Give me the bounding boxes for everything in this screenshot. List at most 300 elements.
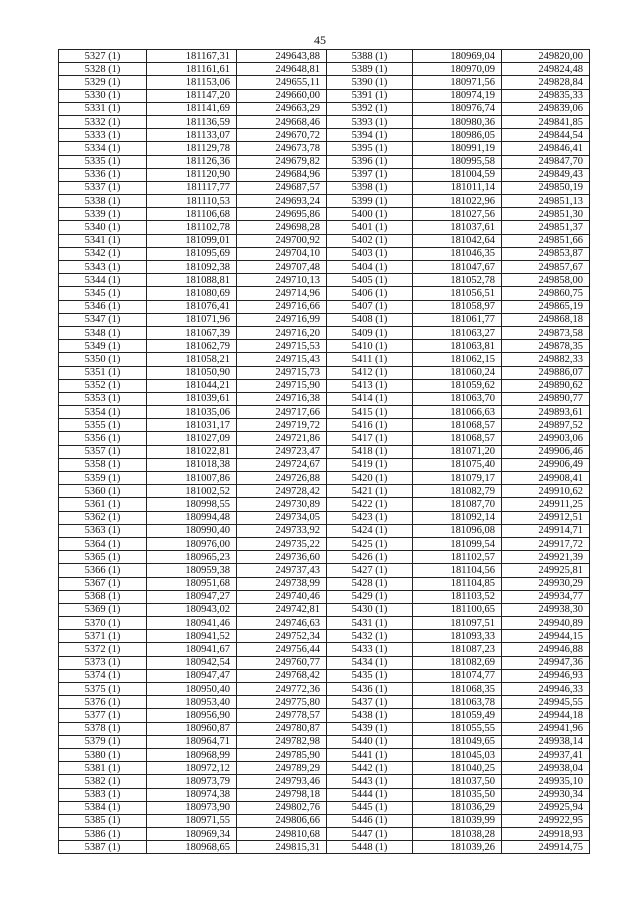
cell-x-left: 181133,07 — [147, 129, 237, 142]
cell-y-left: 249704,10 — [237, 247, 327, 260]
table-row — [59, 445, 590, 458]
cell-y-right: 249908,41 — [502, 472, 590, 485]
cell-y-right: 249946,33 — [502, 683, 590, 696]
cell-point-id-left: 5355 (1) — [59, 419, 147, 432]
cell-x-right: 181042,64 — [413, 234, 502, 247]
cell-point-id-left: 5341 (1) — [59, 234, 147, 247]
cell-x-left: 181002,52 — [147, 485, 237, 498]
cell-y-right: 249851,37 — [502, 221, 590, 234]
table-row — [59, 63, 590, 76]
cell-x-right: 181060,24 — [413, 366, 502, 379]
cell-point-id-left: 5351 (1) — [59, 366, 147, 379]
cell-x-right: 181100,65 — [413, 603, 502, 616]
cell-y-right: 249906,49 — [502, 458, 590, 471]
cell-x-right: 181071,20 — [413, 445, 502, 458]
cell-point-id-left: 5334 (1) — [59, 142, 147, 155]
coordinate-table — [58, 49, 590, 854]
table-row — [59, 168, 590, 181]
cell-x-left: 180950,40 — [147, 683, 237, 696]
cell-x-right: 180980,36 — [413, 115, 502, 128]
cell-x-left: 180971,55 — [147, 814, 237, 827]
cell-x-right: 181037,50 — [413, 775, 502, 788]
cell-y-right: 249941,96 — [502, 722, 590, 735]
cell-x-left: 180974,38 — [147, 788, 237, 801]
cell-y-right: 249925,81 — [502, 564, 590, 577]
cell-y-right: 249930,29 — [502, 577, 590, 590]
cell-point-id-left: 5352 (1) — [59, 379, 147, 392]
cell-y-right: 249851,13 — [502, 195, 590, 208]
cell-point-id-right: 5399 (1) — [327, 195, 413, 208]
cell-x-right: 181052,78 — [413, 274, 502, 287]
cell-x-right: 181082,79 — [413, 485, 502, 498]
cell-point-id-left: 5373 (1) — [59, 656, 147, 669]
cell-x-left: 181117,77 — [147, 181, 237, 194]
cell-point-id-right: 5411 (1) — [327, 353, 413, 366]
cell-point-id-left: 5353 (1) — [59, 392, 147, 405]
cell-x-right: 181004,59 — [413, 168, 502, 181]
cell-y-right: 249906,46 — [502, 445, 590, 458]
cell-point-id-right: 5401 (1) — [327, 221, 413, 234]
cell-x-right: 181046,35 — [413, 247, 502, 260]
cell-x-right: 181040,25 — [413, 762, 502, 775]
cell-y-left: 249663,29 — [237, 102, 327, 115]
cell-y-left: 249714,96 — [237, 287, 327, 300]
cell-point-id-left: 5345 (1) — [59, 287, 147, 300]
cell-y-left: 249726,88 — [237, 472, 327, 485]
cell-point-id-left: 5359 (1) — [59, 472, 147, 485]
table-row — [59, 261, 590, 274]
cell-y-left: 249734,05 — [237, 511, 327, 524]
cell-point-id-right: 5436 (1) — [327, 683, 413, 696]
cell-point-id-right: 5446 (1) — [327, 814, 413, 827]
cell-point-id-right: 5408 (1) — [327, 313, 413, 326]
cell-y-left: 249687,57 — [237, 181, 327, 194]
cell-y-left: 249735,22 — [237, 537, 327, 550]
cell-point-id-left: 5387 (1) — [59, 841, 147, 854]
cell-point-id-left: 5366 (1) — [59, 564, 147, 577]
table-row — [59, 814, 590, 827]
cell-x-right: 181011,14 — [413, 181, 502, 194]
cell-x-left: 181092,38 — [147, 261, 237, 274]
cell-point-id-right: 5428 (1) — [327, 577, 413, 590]
cell-point-id-right: 5391 (1) — [327, 89, 413, 102]
cell-y-left: 249806,66 — [237, 814, 327, 827]
cell-point-id-left: 5350 (1) — [59, 353, 147, 366]
cell-x-left: 181141,69 — [147, 102, 237, 115]
table-row — [59, 735, 590, 748]
table-row — [59, 102, 590, 115]
cell-x-right: 181063,81 — [413, 340, 502, 353]
table-row — [59, 709, 590, 722]
cell-x-right: 181063,27 — [413, 326, 502, 339]
cell-x-left: 180941,52 — [147, 630, 237, 643]
table-row — [59, 551, 590, 564]
cell-y-right: 249914,75 — [502, 841, 590, 854]
table-row — [59, 379, 590, 392]
cell-x-left: 180947,47 — [147, 669, 237, 682]
table-row — [59, 537, 590, 550]
cell-point-id-right: 5388 (1) — [327, 50, 413, 63]
cell-x-left: 181035,06 — [147, 406, 237, 419]
cell-x-right: 181079,17 — [413, 472, 502, 485]
cell-x-right: 181068,57 — [413, 419, 502, 432]
cell-point-id-left: 5360 (1) — [59, 485, 147, 498]
cell-x-left: 181147,20 — [147, 89, 237, 102]
cell-x-right: 180995,58 — [413, 155, 502, 168]
cell-y-left: 249707,48 — [237, 261, 327, 274]
cell-point-id-right: 5445 (1) — [327, 801, 413, 814]
table-row — [59, 590, 590, 603]
cell-y-right: 249917,72 — [502, 537, 590, 550]
cell-y-right: 249851,66 — [502, 234, 590, 247]
cell-point-id-left: 5349 (1) — [59, 340, 147, 353]
cell-x-left: 181058,21 — [147, 353, 237, 366]
table-row — [59, 511, 590, 524]
cell-point-id-right: 5396 (1) — [327, 155, 413, 168]
cell-y-left: 249793,46 — [237, 775, 327, 788]
cell-y-right: 249938,30 — [502, 603, 590, 616]
cell-y-right: 249850,19 — [502, 181, 590, 194]
cell-x-left: 180951,68 — [147, 577, 237, 590]
table-row — [59, 89, 590, 102]
cell-point-id-right: 5412 (1) — [327, 366, 413, 379]
cell-point-id-right: 5415 (1) — [327, 406, 413, 419]
cell-point-id-right: 5426 (1) — [327, 551, 413, 564]
cell-point-id-right: 5403 (1) — [327, 247, 413, 260]
cell-x-right: 181087,70 — [413, 498, 502, 511]
cell-x-right: 181027,56 — [413, 208, 502, 221]
cell-x-right: 181059,62 — [413, 379, 502, 392]
cell-point-id-left: 5371 (1) — [59, 630, 147, 643]
cell-y-left: 249660,00 — [237, 89, 327, 102]
cell-x-left: 181102,78 — [147, 221, 237, 234]
cell-y-right: 249921,39 — [502, 551, 590, 564]
cell-y-left: 249785,90 — [237, 748, 327, 761]
cell-y-left: 249643,88 — [237, 50, 327, 63]
cell-x-left: 181076,41 — [147, 300, 237, 313]
cell-y-right: 249938,14 — [502, 735, 590, 748]
cell-x-left: 181126,36 — [147, 155, 237, 168]
cell-y-left: 249648,81 — [237, 63, 327, 76]
cell-point-id-left: 5347 (1) — [59, 313, 147, 326]
cell-point-id-right: 5389 (1) — [327, 63, 413, 76]
table-row — [59, 696, 590, 709]
cell-point-id-right: 5410 (1) — [327, 340, 413, 353]
cell-x-right: 181035,50 — [413, 788, 502, 801]
cell-y-right: 249853,87 — [502, 247, 590, 260]
cell-y-left: 249815,31 — [237, 841, 327, 854]
cell-x-left: 181044,21 — [147, 379, 237, 392]
cell-point-id-right: 5392 (1) — [327, 102, 413, 115]
table-row — [59, 419, 590, 432]
cell-point-id-left: 5342 (1) — [59, 247, 147, 260]
cell-point-id-left: 5331 (1) — [59, 102, 147, 115]
cell-y-left: 249810,68 — [237, 828, 327, 841]
cell-y-left: 249716,20 — [237, 326, 327, 339]
cell-x-right: 181104,85 — [413, 577, 502, 590]
cell-x-right: 180971,56 — [413, 76, 502, 89]
cell-y-left: 249679,82 — [237, 155, 327, 168]
cell-y-right: 249903,06 — [502, 432, 590, 445]
cell-y-right: 249847,70 — [502, 155, 590, 168]
cell-x-left: 181129,78 — [147, 142, 237, 155]
cell-y-right: 249851,30 — [502, 208, 590, 221]
cell-y-right: 249893,61 — [502, 406, 590, 419]
cell-point-id-right: 5448 (1) — [327, 841, 413, 854]
cell-y-right: 249934,77 — [502, 590, 590, 603]
cell-point-id-left: 5377 (1) — [59, 709, 147, 722]
table-row — [59, 841, 590, 854]
cell-point-id-right: 5416 (1) — [327, 419, 413, 432]
cell-x-left: 181067,39 — [147, 326, 237, 339]
cell-y-right: 249946,93 — [502, 669, 590, 682]
cell-point-id-left: 5384 (1) — [59, 801, 147, 814]
cell-x-right: 181039,99 — [413, 814, 502, 827]
cell-point-id-left: 5376 (1) — [59, 696, 147, 709]
table-row — [59, 142, 590, 155]
cell-y-right: 249865,19 — [502, 300, 590, 313]
cell-y-left: 249738,99 — [237, 577, 327, 590]
cell-y-left: 249721,86 — [237, 432, 327, 445]
cell-x-right: 181104,56 — [413, 564, 502, 577]
table-row — [59, 300, 590, 313]
cell-y-left: 249768,42 — [237, 669, 327, 682]
cell-x-right: 181074,77 — [413, 669, 502, 682]
cell-y-right: 249873,58 — [502, 326, 590, 339]
cell-x-left: 180941,46 — [147, 617, 237, 630]
cell-x-left: 181110,53 — [147, 195, 237, 208]
table-row — [59, 208, 590, 221]
cell-y-left: 249693,24 — [237, 195, 327, 208]
table-row — [59, 195, 590, 208]
cell-y-left: 249723,47 — [237, 445, 327, 458]
cell-y-right: 249897,52 — [502, 419, 590, 432]
cell-y-right: 249940,89 — [502, 617, 590, 630]
cell-y-left: 249782,98 — [237, 735, 327, 748]
cell-x-right: 181082,69 — [413, 656, 502, 669]
cell-x-right: 181097,51 — [413, 617, 502, 630]
cell-point-id-left: 5382 (1) — [59, 775, 147, 788]
cell-x-right: 181068,35 — [413, 683, 502, 696]
cell-point-id-right: 5398 (1) — [327, 181, 413, 194]
cell-point-id-left: 5383 (1) — [59, 788, 147, 801]
cell-x-right: 181049,65 — [413, 735, 502, 748]
cell-y-left: 249780,87 — [237, 722, 327, 735]
cell-point-id-right: 5435 (1) — [327, 669, 413, 682]
cell-point-id-left: 5354 (1) — [59, 406, 147, 419]
cell-point-id-right: 5420 (1) — [327, 472, 413, 485]
cell-y-left: 249715,73 — [237, 366, 327, 379]
cell-y-left: 249728,42 — [237, 485, 327, 498]
cell-point-id-right: 5394 (1) — [327, 129, 413, 142]
cell-point-id-left: 5340 (1) — [59, 221, 147, 234]
cell-point-id-left: 5343 (1) — [59, 261, 147, 274]
cell-point-id-left: 5328 (1) — [59, 63, 147, 76]
table-row — [59, 788, 590, 801]
table-row — [59, 340, 590, 353]
cell-x-right: 180974,19 — [413, 89, 502, 102]
cell-x-right: 181036,29 — [413, 801, 502, 814]
cell-y-left: 249740,46 — [237, 590, 327, 603]
cell-y-left: 249695,86 — [237, 208, 327, 221]
cell-x-left: 181153,06 — [147, 76, 237, 89]
cell-x-left: 180998,55 — [147, 498, 237, 511]
cell-x-left: 181007,86 — [147, 472, 237, 485]
cell-y-right: 249938,04 — [502, 762, 590, 775]
cell-x-right: 181103,52 — [413, 590, 502, 603]
cell-point-id-right: 5423 (1) — [327, 511, 413, 524]
cell-x-right: 181055,55 — [413, 722, 502, 735]
cell-y-right: 249841,85 — [502, 115, 590, 128]
cell-y-left: 249684,96 — [237, 168, 327, 181]
cell-y-right: 249828,84 — [502, 76, 590, 89]
cell-y-left: 249715,90 — [237, 379, 327, 392]
cell-point-id-right: 5424 (1) — [327, 524, 413, 537]
cell-y-right: 249890,62 — [502, 379, 590, 392]
cell-x-left: 181071,96 — [147, 313, 237, 326]
table-row — [59, 287, 590, 300]
cell-y-right: 249844,54 — [502, 129, 590, 142]
cell-x-left: 181018,38 — [147, 458, 237, 471]
cell-point-id-right: 5421 (1) — [327, 485, 413, 498]
cell-point-id-right: 5433 (1) — [327, 643, 413, 656]
table-row — [59, 643, 590, 656]
cell-y-left: 249760,77 — [237, 656, 327, 669]
page-number: 45 — [314, 33, 326, 47]
cell-y-left: 249789,29 — [237, 762, 327, 775]
table-row — [59, 247, 590, 260]
table-row — [59, 392, 590, 405]
cell-y-right: 249886,07 — [502, 366, 590, 379]
cell-x-right: 180986,05 — [413, 129, 502, 142]
cell-x-right: 180969,04 — [413, 50, 502, 63]
cell-x-left: 180960,87 — [147, 722, 237, 735]
cell-y-left: 249736,60 — [237, 551, 327, 564]
table-row — [59, 366, 590, 379]
table-row — [59, 76, 590, 89]
cell-x-right: 181045,03 — [413, 748, 502, 761]
cell-y-right: 249946,88 — [502, 643, 590, 656]
cell-point-id-left: 5380 (1) — [59, 748, 147, 761]
cell-x-left: 181099,01 — [147, 234, 237, 247]
cell-point-id-right: 5407 (1) — [327, 300, 413, 313]
cell-point-id-left: 5386 (1) — [59, 828, 147, 841]
cell-x-left: 180965,23 — [147, 551, 237, 564]
cell-x-right: 180991,19 — [413, 142, 502, 155]
cell-x-left: 181050,90 — [147, 366, 237, 379]
cell-x-right: 181099,54 — [413, 537, 502, 550]
cell-x-left: 180968,65 — [147, 841, 237, 854]
table-row — [59, 748, 590, 761]
table-row — [59, 485, 590, 498]
table-row — [59, 775, 590, 788]
cell-x-right: 181061,77 — [413, 313, 502, 326]
cell-point-id-right: 5417 (1) — [327, 432, 413, 445]
table-row — [59, 630, 590, 643]
cell-y-left: 249668,46 — [237, 115, 327, 128]
cell-x-left: 180943,02 — [147, 603, 237, 616]
cell-y-right: 249914,71 — [502, 524, 590, 537]
cell-y-right: 249860,75 — [502, 287, 590, 300]
cell-x-right: 180976,74 — [413, 102, 502, 115]
cell-x-left: 181039,61 — [147, 392, 237, 405]
cell-y-right: 249868,18 — [502, 313, 590, 326]
cell-point-id-right: 5440 (1) — [327, 735, 413, 748]
cell-x-left: 180941,67 — [147, 643, 237, 656]
cell-x-left: 180942,54 — [147, 656, 237, 669]
cell-x-left: 180973,90 — [147, 801, 237, 814]
cell-point-id-right: 5422 (1) — [327, 498, 413, 511]
cell-y-right: 249858,00 — [502, 274, 590, 287]
table-row — [59, 683, 590, 696]
cell-x-left: 180990,40 — [147, 524, 237, 537]
cell-y-left: 249724,67 — [237, 458, 327, 471]
cell-x-left: 180976,00 — [147, 537, 237, 550]
cell-point-id-left: 5385 (1) — [59, 814, 147, 827]
cell-y-right: 249947,36 — [502, 656, 590, 669]
cell-point-id-right: 5405 (1) — [327, 274, 413, 287]
cell-point-id-right: 5442 (1) — [327, 762, 413, 775]
cell-y-right: 249944,18 — [502, 709, 590, 722]
cell-point-id-right: 5413 (1) — [327, 379, 413, 392]
cell-x-left: 181022,81 — [147, 445, 237, 458]
cell-point-id-left: 5379 (1) — [59, 735, 147, 748]
cell-y-left: 249710,13 — [237, 274, 327, 287]
cell-point-id-left: 5367 (1) — [59, 577, 147, 590]
cell-y-left: 249730,89 — [237, 498, 327, 511]
cell-point-id-left: 5364 (1) — [59, 537, 147, 550]
cell-x-right: 181063,78 — [413, 696, 502, 709]
cell-y-left: 249716,66 — [237, 300, 327, 313]
cell-x-right: 181056,51 — [413, 287, 502, 300]
cell-x-left: 180994,48 — [147, 511, 237, 524]
cell-x-left: 180959,38 — [147, 564, 237, 577]
cell-point-id-left: 5372 (1) — [59, 643, 147, 656]
table-row — [59, 801, 590, 814]
cell-y-right: 249846,41 — [502, 142, 590, 155]
cell-point-id-left: 5369 (1) — [59, 603, 147, 616]
cell-point-id-right: 5434 (1) — [327, 656, 413, 669]
table-row — [59, 656, 590, 669]
cell-x-right: 181075,40 — [413, 458, 502, 471]
cell-y-right: 249937,41 — [502, 748, 590, 761]
table-row — [59, 498, 590, 511]
cell-point-id-right: 5393 (1) — [327, 115, 413, 128]
table-row — [59, 472, 590, 485]
cell-point-id-left: 5362 (1) — [59, 511, 147, 524]
cell-y-left: 249700,92 — [237, 234, 327, 247]
cell-x-left: 180972,12 — [147, 762, 237, 775]
cell-point-id-right: 5441 (1) — [327, 748, 413, 761]
table-row — [59, 524, 590, 537]
cell-y-right: 249839,06 — [502, 102, 590, 115]
cell-y-left: 249670,72 — [237, 129, 327, 142]
table-row — [59, 129, 590, 142]
cell-x-right: 181022,96 — [413, 195, 502, 208]
cell-point-id-right: 5430 (1) — [327, 603, 413, 616]
cell-point-id-right: 5414 (1) — [327, 392, 413, 405]
cell-x-left: 180969,34 — [147, 828, 237, 841]
cell-x-left: 181106,68 — [147, 208, 237, 221]
cell-y-right: 249945,55 — [502, 696, 590, 709]
table-row — [59, 564, 590, 577]
cell-x-right: 181039,26 — [413, 841, 502, 854]
table-row — [59, 458, 590, 471]
cell-y-left: 249737,43 — [237, 564, 327, 577]
cell-y-left: 249715,43 — [237, 353, 327, 366]
cell-point-id-left: 5363 (1) — [59, 524, 147, 537]
cell-x-right: 180970,09 — [413, 63, 502, 76]
